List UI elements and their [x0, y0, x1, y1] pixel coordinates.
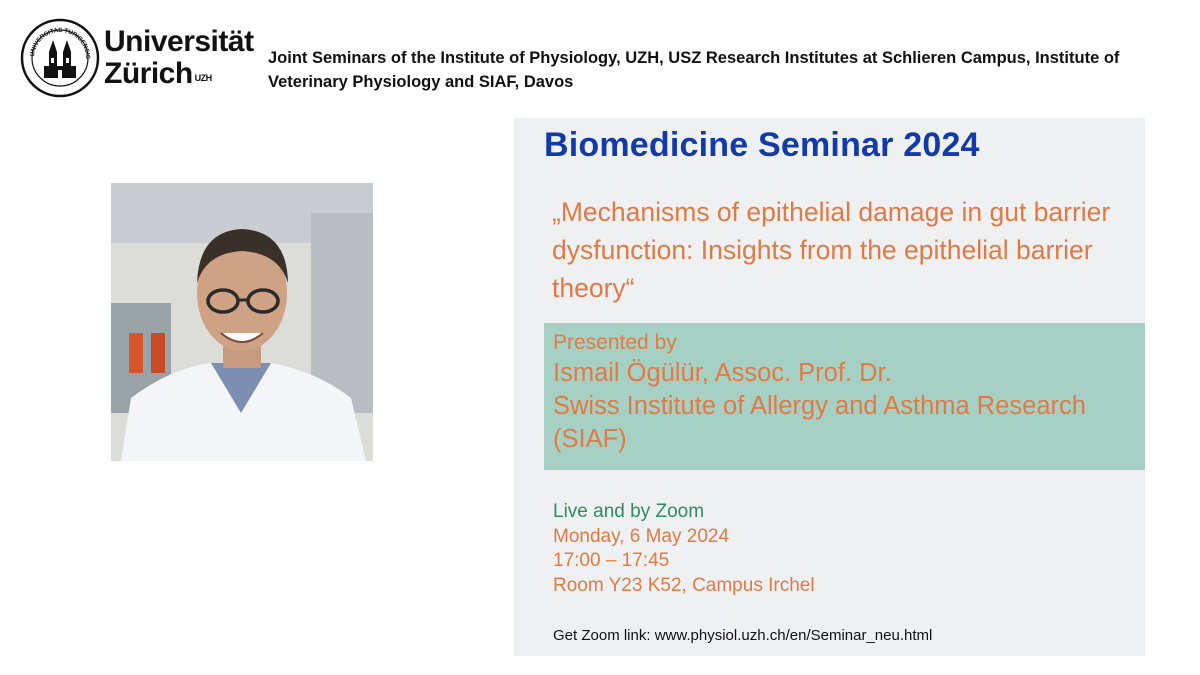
- university-wordmark: [104, 26, 254, 90]
- presenter-affiliation: Swiss Institute of Allergy and Asthma Research (SIAF): [553, 392, 1086, 453]
- wordmark-city: Zürich: [104, 57, 193, 90]
- wordmark-line-1: Universität: [104, 25, 254, 58]
- event-mode: Live and by Zoom: [553, 501, 705, 522]
- talk-title: „Mechanisms of epithelial damage in gut barrier dysfunction: Insights from the epithelial barrier theory“: [552, 197, 1111, 303]
- presented-by-label: Presented by: [553, 331, 677, 354]
- event-location: Room Y23 K52, Campus Irchel: [553, 574, 815, 596]
- zoom-link-url[interactable]: www.physiol.uzh.ch/en/Seminar_neu.html: [654, 627, 933, 644]
- zoom-link-line: [553, 627, 932, 644]
- seminar-series-header: Joint Seminars of the Institute of Physiology, UZH, USZ Research Institutes at Schlieren Campus, Institute of Veterinary Physiology and SIAF, Davos: [268, 49, 1120, 91]
- university-seal-logo: [20, 18, 100, 98]
- event-time: 17:00 – 17:45: [553, 550, 670, 571]
- event-date: Monday, 6 May 2024: [553, 525, 730, 547]
- presenter-block: [553, 328, 1143, 456]
- event-details: [553, 500, 815, 598]
- zoom-link-label: Get Zoom link:: [553, 627, 651, 644]
- seminar-title: Biomedicine Seminar 2024: [544, 126, 980, 164]
- presenter-name: Ismail Ögülür, Assoc. Prof. Dr.: [553, 359, 892, 387]
- wordmark-line-2: [104, 58, 254, 90]
- wordmark-superscript: UZH: [194, 73, 212, 83]
- svg-text:UNIVERSITAS TURICENSIS: UNIVERSITAS TURICENSIS: [29, 26, 92, 60]
- presenter-photo: [111, 183, 373, 461]
